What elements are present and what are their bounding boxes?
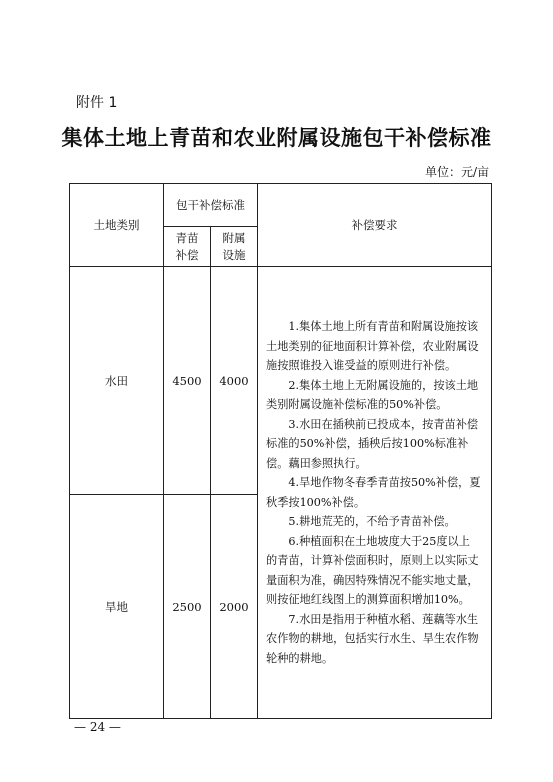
compensation-table xyxy=(69,183,492,719)
requirement-item: 1.集体土地上所有青苗和附属设施按该土地类别的征地面积计算补偿，农业附属设施按照谁投入谁受益的原则进行补偿。 xyxy=(266,320,479,372)
page-title: 集体土地上青苗和农业附属设施包干补偿标准 xyxy=(61,126,492,150)
cell-seedling: 4500 xyxy=(164,267,211,495)
header-land-type: 土地类别 xyxy=(70,184,164,267)
cell-seedling: 2500 xyxy=(164,495,211,719)
requirement-item: 2.集体土地上无附属设施的，按该土地类别附属设施补偿标准的50%补偿。 xyxy=(266,378,479,411)
header-requirements: 补偿要求 xyxy=(258,184,492,267)
requirement-item: 6.种植面积在土地坡度大于25度以上的青苗，计算补偿面积时，原则上以实际丈量面积为准，确因特殊情况不能实地丈量，则按征地红线图上的测算面积增加10%。 xyxy=(266,534,479,606)
cell-facility: 4000 xyxy=(211,267,258,495)
table-row xyxy=(70,267,492,495)
cell-land-type: 水田 xyxy=(70,267,164,495)
header-seedling-text: 青苗补偿 xyxy=(175,230,199,262)
cell-facility: 2000 xyxy=(211,495,258,719)
requirement-item: 5.耕地荒芜的，不给予青苗补偿。 xyxy=(288,515,456,528)
unit-label: 单位：元/亩 xyxy=(424,165,489,179)
attachment-label: 附件 1 xyxy=(76,95,118,111)
header-seedling xyxy=(164,227,211,267)
requirement-item: 3.水田在插秧前已投成本，按青苗补偿标准的50%补偿，插秧后按100%标准补偿。藕田参照执行。 xyxy=(266,417,479,470)
header-facility xyxy=(211,227,258,267)
requirements-cell xyxy=(258,267,492,719)
cell-land-type: 旱地 xyxy=(70,495,164,719)
requirement-item: 7.水田是指用于种植水稻、莲藕等水生农作物的耕地，包括实行水生、旱生农作物轮种的耕地。 xyxy=(266,612,479,665)
header-facility-text: 附属设施 xyxy=(222,230,246,262)
requirement-item: 4.旱地作物冬春季青苗按50%补偿，夏秋季按100%补偿。 xyxy=(266,476,481,509)
header-standard: 包干补偿标准 xyxy=(164,184,258,227)
page-number: — 24 — xyxy=(74,720,121,734)
